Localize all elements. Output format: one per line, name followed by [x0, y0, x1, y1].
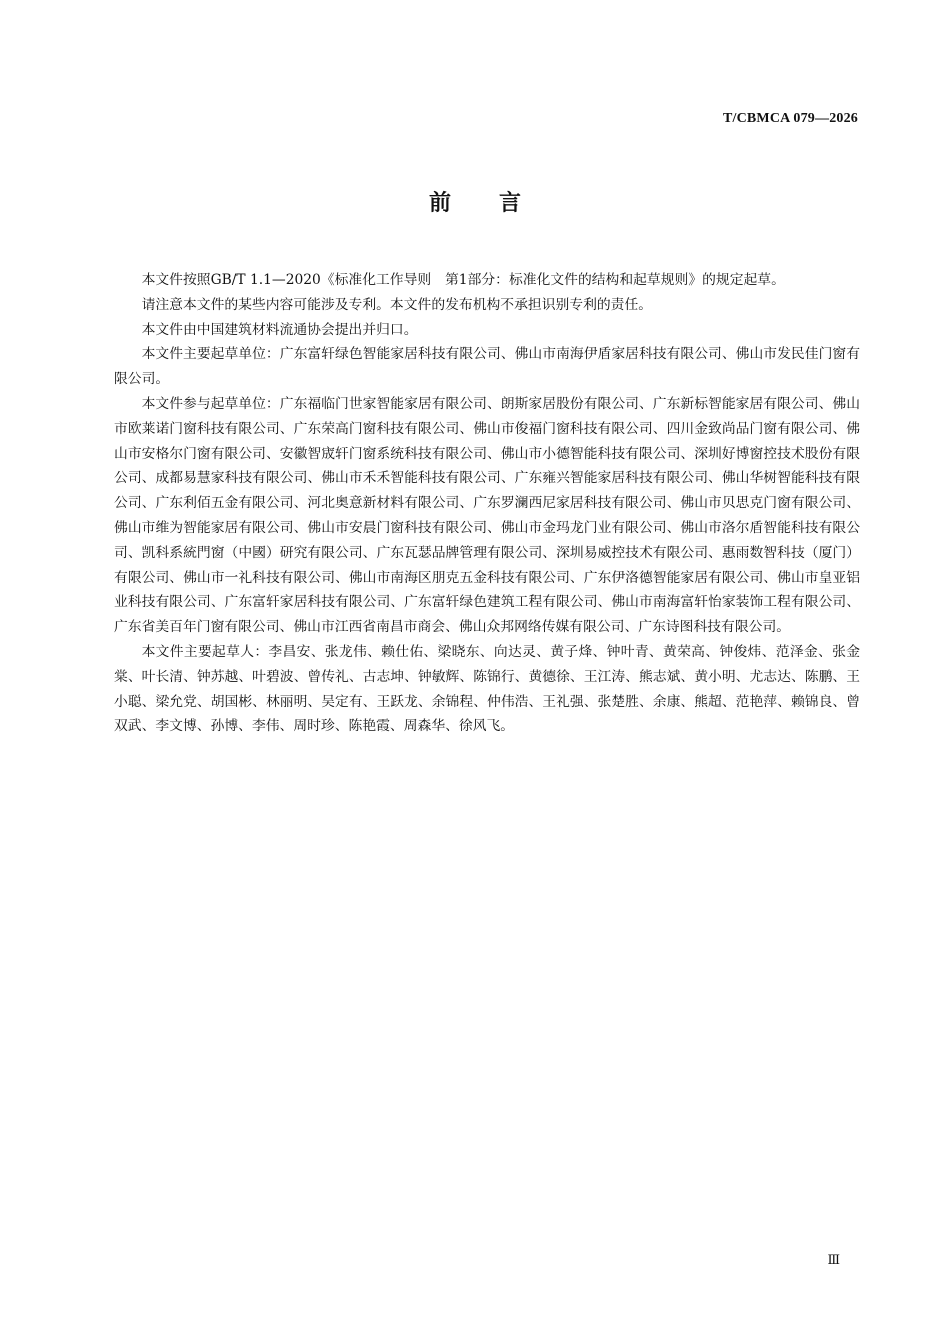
- paragraph-patent-notice: 请注意本文件的某些内容可能涉及专利。本文件的发布机构不承担识别专利的责任。: [141, 296, 653, 313]
- page-title: 前言: [428, 191, 569, 216]
- paragraph-drafting-rules: 本文件按照GB/T 1.1—2020《标准化工作导则 第1部分：标准化文件的结构和起草规则》的规定起草。: [141, 272, 785, 288]
- page-number: Ⅲ: [827, 1252, 840, 1267]
- paragraph-participating-units: 本文件参与起草单位：广东福临门世家智能家居有限公司、朗斯家居股份有限公司、广东新标智能家居有限公司、佛山市欧莱诺门窗科技有限公司、广东荣高门窗科技有限公司、佛山市俊福门窗科技有限公司、四川金致尚品门窗有限公司、佛山市安格尔门窗有限公司、安徽智宬轩门窗系统科技有限公司、佛山市小德智能科技有限公司、深圳好博窗控技术股份有限公司、成都易慧家科技有限公司、佛山市禾禾智能科技有限公司、广东雍兴智能家居科技有限公司、佛山华树智能科技有限公司、广东利佰五金有限公司、河北奥意新材料有限公司、广东罗澜西尼家居科技有限公司、佛山市贝思克门窗有限公司、佛山市维为智能家居有限公司、佛山市安晨门窗科技有限公司、佛山市金玛龙门业有限公司、佛山市洛尔盾智能科技有限公司、凯科系統門窗（中國）研究有限公司、广东瓦瑟品牌管理有限公司、深圳易威控技术有限公司、惠雨数智科技（厦门）有限公司、佛山市一礼科技有限公司、佛山市南海区朋克五金科技有限公司、广东伊洛德智能家居有限公司、佛山市皇亚铝业科技有限公司、广东富轩家居科技有限公司、广东富轩绿色建筑工程有限公司、佛山市南海富轩怡家装饰工程有限公司、广东省美百年门窗有限公司、佛山市江西省南昌市商会、佛山众邦网络传媒有限公司、广东诗图科技有限公司。: [114, 395, 860, 636]
- document-code: T/CBMCA 079—2026: [722, 111, 858, 126]
- paragraph-main-drafters: 本文件主要起草人：李昌安、张龙伟、赖仕佑、梁晓东、向达灵、黄子烽、钟叶青、黄荣高、钟俊炜、范泽金、张金棠、叶长清、钟苏越、叶碧波、曾传礼、古志坤、钟敏辉、陈锦行、黄德徐、王江涛、熊志斌、黄小明、尤志达、陈鹏、王小聪、梁允党、胡国彬、林丽明、吴定有、王跃龙、余锦程、仲伟浩、王礼强、张楚胜、余康、熊超、范艳萍、赖锦良、曾双武、李文博、孙博、李伟、周时珍、陈艳霞、周森华、徐风飞。: [114, 643, 860, 735]
- foreword-body: [114, 268, 860, 739]
- paragraph-main-drafting-units: 本文件主要起草单位：广东富轩绿色智能家居科技有限公司、佛山市南海伊盾家居科技有限公司、佛山市发民佳门窗有限公司。: [114, 346, 860, 388]
- paragraph-proposer: 本文件由中国建筑材料流通协会提出并归口。: [141, 321, 418, 338]
